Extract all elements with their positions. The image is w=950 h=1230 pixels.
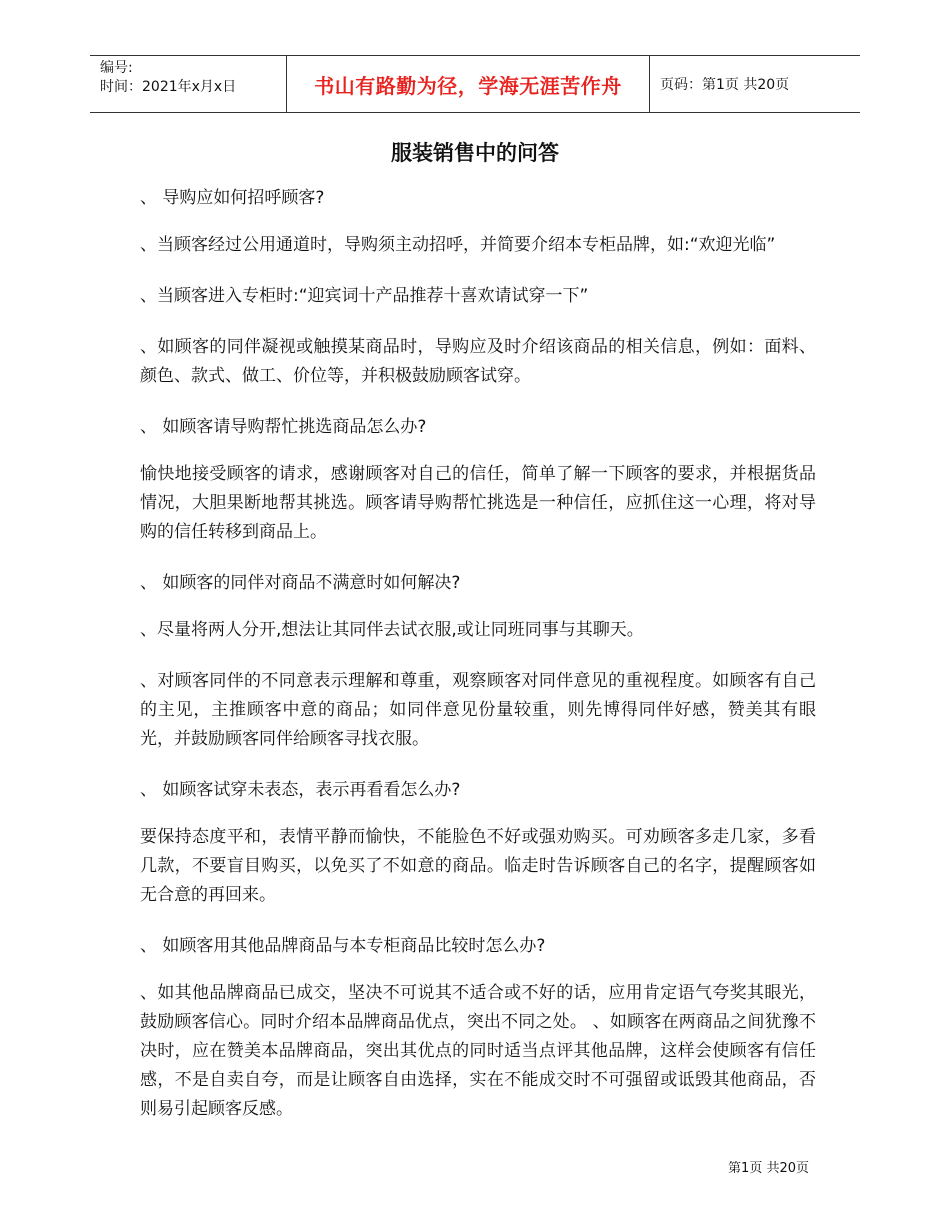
answer-paragraph: 要保持态度平和，表情平静而愉快，不能脸色不好或强劝购买。可劝顾客多走几家，多看几款，不要盲目购买，以免买了不如意的商品。临走时告诉顾客自己的名字，提醒顾客如无合意的再回来。 [140,827,816,905]
header-meta [90,56,286,112]
document-body [140,184,816,1146]
header-motto-cell [286,56,650,112]
header-motto: 书山有路勤为径，学海无涯苦作舟 [314,73,622,98]
answer-paragraph: 愉快地接受顾客的请求，感谢顾客对自己的信任，简单了解一下顾客的要求，并根据货品情况，大胆果断地帮其挑选。顾客请导购帮忙挑选是一种信任，应抓住这一心理，将对导购的信任转移到商品上。 [140,464,816,542]
question-paragraph: 、 如顾客请导购帮忙挑选商品怎么办? [140,417,427,437]
document-title: 服装销售中的问答 [391,141,559,165]
answer-paragraph: 、如顾客的同伴凝视或触摸某商品时，导购应及时介绍该商品的相关信息，例如：面料、颜色、款式、做工、价位等，并积极鼓励顾客试穿。 [140,337,816,386]
page-header [90,55,860,113]
answer-paragraph: 、对顾客同伴的不同意表示理解和尊重，观察顾客对同伴意见的重视程度。如顾客有自己的主见，主推顾客中意的商品；如同伴意见份量较重，则先博得同伴好感，赞美其有眼光，并鼓励顾客同伴给顾客寻找衣服。 [140,671,816,749]
question-paragraph: 、 如顾客用其他品牌商品与本专柜商品比较时怎么办? [140,936,546,956]
header-page-info: 页码：第1页 共20页 [660,77,790,93]
document-number-label: 编号: [100,60,133,76]
answer-paragraph: 、尽量将两人分开,想法让其同伴去试衣服,或让同班同事与其聊天。 [140,620,644,640]
question-paragraph: 、 导购应如何招呼顾客? [140,188,325,208]
answer-paragraph: 、当顾客进入专柜时:“迎宾词十产品推荐十喜欢请试穿一下” [140,286,589,306]
answer-paragraph: 、如其他品牌商品已成交，坚决不可说其不适合或不好的话，应用肯定语气夸奖其眼光，鼓励顾客信心。同时介绍本品牌商品优点，突出不同之处。 、如顾客在两商品之间犹豫不决时，应在赞美本品牌商品，突出其优点的同时适当点评其他品牌，这样会使顾客有信任感，不是自卖自夸，而是让顾客自由选择，实在不能成交时不可强留或诋毁其他商品，否则易引起顾客反感。 [140,983,816,1119]
document-time-label: 时间：2021年x月x日 [100,79,237,95]
page-footer: 第1页 共20页 [728,1161,809,1176]
question-paragraph: 、 如顾客的同伴对商品不满意时如何解决? [140,573,461,593]
question-paragraph: 、 如顾客试穿未表态，表示再看看怎么办? [140,780,461,800]
answer-paragraph: 、当顾客经过公用通道时，导购须主动招呼，并简要介绍本专柜品牌，如:“欢迎光临” [140,235,776,255]
